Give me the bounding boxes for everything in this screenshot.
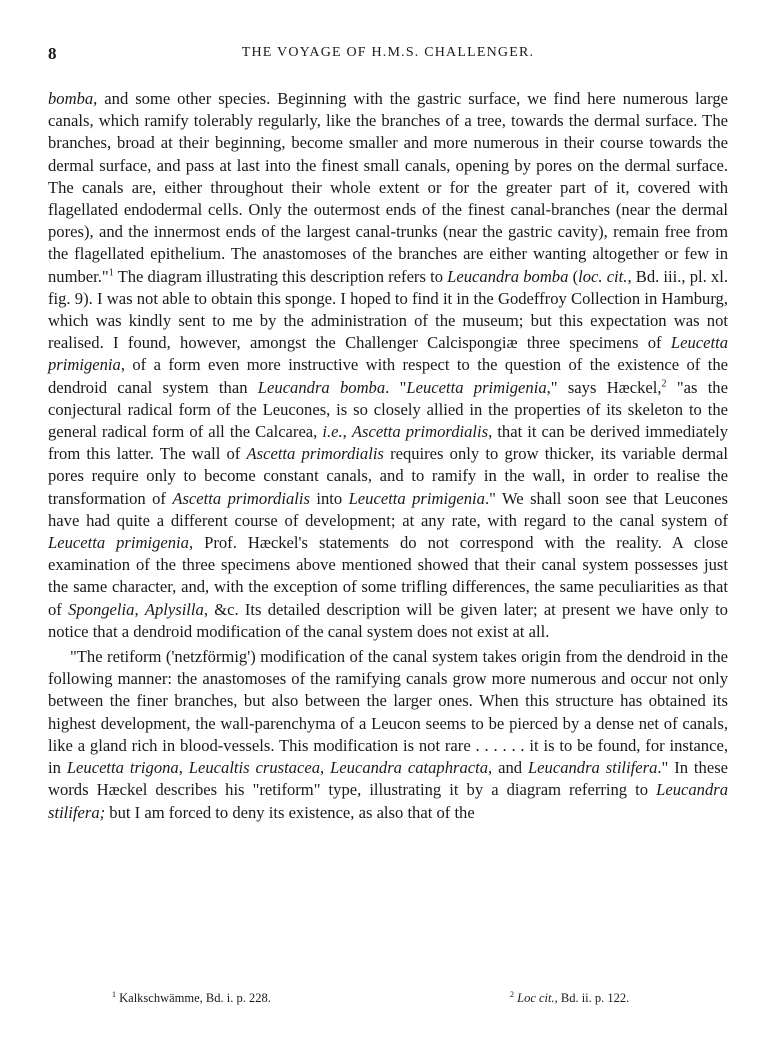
- taxon-name: Leucandra bomba: [447, 266, 569, 286]
- text-run: ,: [178, 758, 189, 778]
- footnote-text: Kalkschwämme, Bd. i. p. 228.: [116, 991, 271, 1006]
- taxon-name: Leucetta primigenia: [48, 533, 189, 553]
- text-run: ." We shall soon see that Leucones have had quite a different course of development; at any rate, with regard to the canal system of: [48, 488, 729, 530]
- text-run: (: [568, 266, 579, 286]
- text-run: ," says Hæckel,: [546, 377, 662, 397]
- page-number: 8: [48, 44, 57, 63]
- text-run: "as the conjectural radical form of the Leucones, is so closely allied in the properties of its skeleton to the general radical form of all the Calcarea,: [48, 377, 728, 442]
- text-run: , that it can be derived immediately from this latter. The wall of: [48, 422, 729, 464]
- taxon-name: Aplysilla: [144, 599, 204, 619]
- text-run: "The retiform ('netzförmig') modification of the canal system takes origin from the dendroid in the following manner: the anastomoses of the ramifying canals grow more numerous and occur not only between the finer branches, but also between the larger ones. When this structure has obtained its highest development, the wall-parenchyma of a Leucon seems to be pierced by a dense net of canals, like a gland rich in blood-vessels. This modification is not rare . . . . . . it is to be found, for instance, in: [48, 647, 728, 778]
- text-run: requires only to grow thicker, its variable dermal pores require only to become constant canals, and to ramify in the wall, in order to realise the transformation of: [48, 444, 728, 508]
- abbreviation: i.e.: [322, 422, 343, 442]
- citation-abbrev: loc. cit.: [578, 266, 628, 286]
- citation-abbrev: Loc cit.: [514, 991, 555, 1006]
- footnote-1: [112, 990, 271, 1006]
- taxon-name: Leucetta primigenia: [48, 333, 728, 375]
- taxon-name: Leucetta primigenia: [406, 377, 547, 397]
- taxon-name: Leucandra cataphracta: [330, 758, 489, 778]
- text-run: , of a form even more instructive with respect to the question of the existence of the dendroid canal system than: [48, 355, 728, 397]
- footnote-mark: 1: [112, 990, 116, 999]
- paragraph-1: [48, 88, 728, 643]
- footnote-ref: 2: [661, 378, 667, 390]
- paragraph-2: [48, 646, 728, 824]
- text-run: ,: [320, 758, 331, 778]
- text-run: ." In these words Hæckel describes his "retiform" type, illustrating it by a diagram referring to: [48, 758, 729, 800]
- taxon-name: Leucandra stilifera: [527, 758, 658, 778]
- taxon-name: Leucetta trigona: [66, 758, 179, 778]
- text-run: ,: [134, 599, 145, 619]
- body-text: [48, 88, 728, 824]
- text-run: , &c. Its detailed description will be given later; at present we have only to notice that a dendroid modification of the canal system does not exist at all.: [48, 599, 728, 641]
- footnote-ref: 1: [108, 267, 114, 279]
- footnote-mark: 2: [510, 990, 514, 999]
- footnotes: [112, 990, 728, 1008]
- taxon-name: Ascetta primordialis: [351, 422, 489, 442]
- taxon-name: Leucandra bomba: [257, 377, 386, 397]
- text-run: , and some other species. Beginning with the gastric surface, we find here numerous large canals, which ramify tolerably regularly, like the branches of a tree, towards the dermal surface. The branches, broad at their beginning, become smaller and more numerous in their course towards the dermal surface, and pass at last into the finest small canals, opening by pores on the dermal surface. The canals are, either throughout their whole extent or for the greater part of it, covered with flagellated endodermal cells. Only the outermost ends of the finest canal-branches (near the dermal pores), and the innermost ends of the largest canal-trunks (near the gastric cavity), remain free from the flagellated epithelium. The anastomoses of the branches are either wanting altogether or few in number.": [48, 89, 728, 286]
- taxon-name: Ascetta primordialis: [246, 444, 384, 464]
- running-title: THE VOYAGE OF H.M.S. CHALLENGER.: [241, 45, 535, 60]
- text-run: but I am forced to deny its existence, as also that of the: [105, 802, 475, 822]
- taxon-name: bomba: [48, 89, 94, 108]
- text-run: The diagram illustrating this description refers to: [113, 266, 448, 286]
- text-run: . ": [385, 377, 407, 397]
- taxon-name: Spongelia: [68, 599, 135, 619]
- page-header: [48, 44, 728, 66]
- footnote-text: , Bd. ii. p. 122.: [554, 991, 630, 1006]
- text-run: into: [309, 488, 349, 508]
- text-run: , Prof. Hæckel's statements do not correspond with the reality. A close examination of the three specimens above mentioned showed that their canal system possesses just the same character, and, with the exception of some trifling differences, the same peculiarities as that of: [48, 533, 728, 619]
- text-run: , and: [488, 758, 528, 778]
- footnote-2: [510, 990, 629, 1006]
- taxon-name: Leucandra stilifera;: [48, 780, 728, 822]
- taxon-name: Ascetta primordialis: [172, 488, 310, 508]
- taxon-name: Leucetta primigenia: [348, 488, 485, 508]
- taxon-name: Leucaltis crustacea: [188, 758, 321, 778]
- text-run: ,: [342, 422, 352, 442]
- text-run: , Bd. iii., pl. xl. fig. 9). I was not able to obtain this sponge. I hoped to find it in the Godeffroy Collection in Hamburg, which was kindly sent to me by the administration of the museum; but this expectation was not realised. I found, however, amongst the Challenger Calcispongiæ three specimens of: [48, 266, 728, 353]
